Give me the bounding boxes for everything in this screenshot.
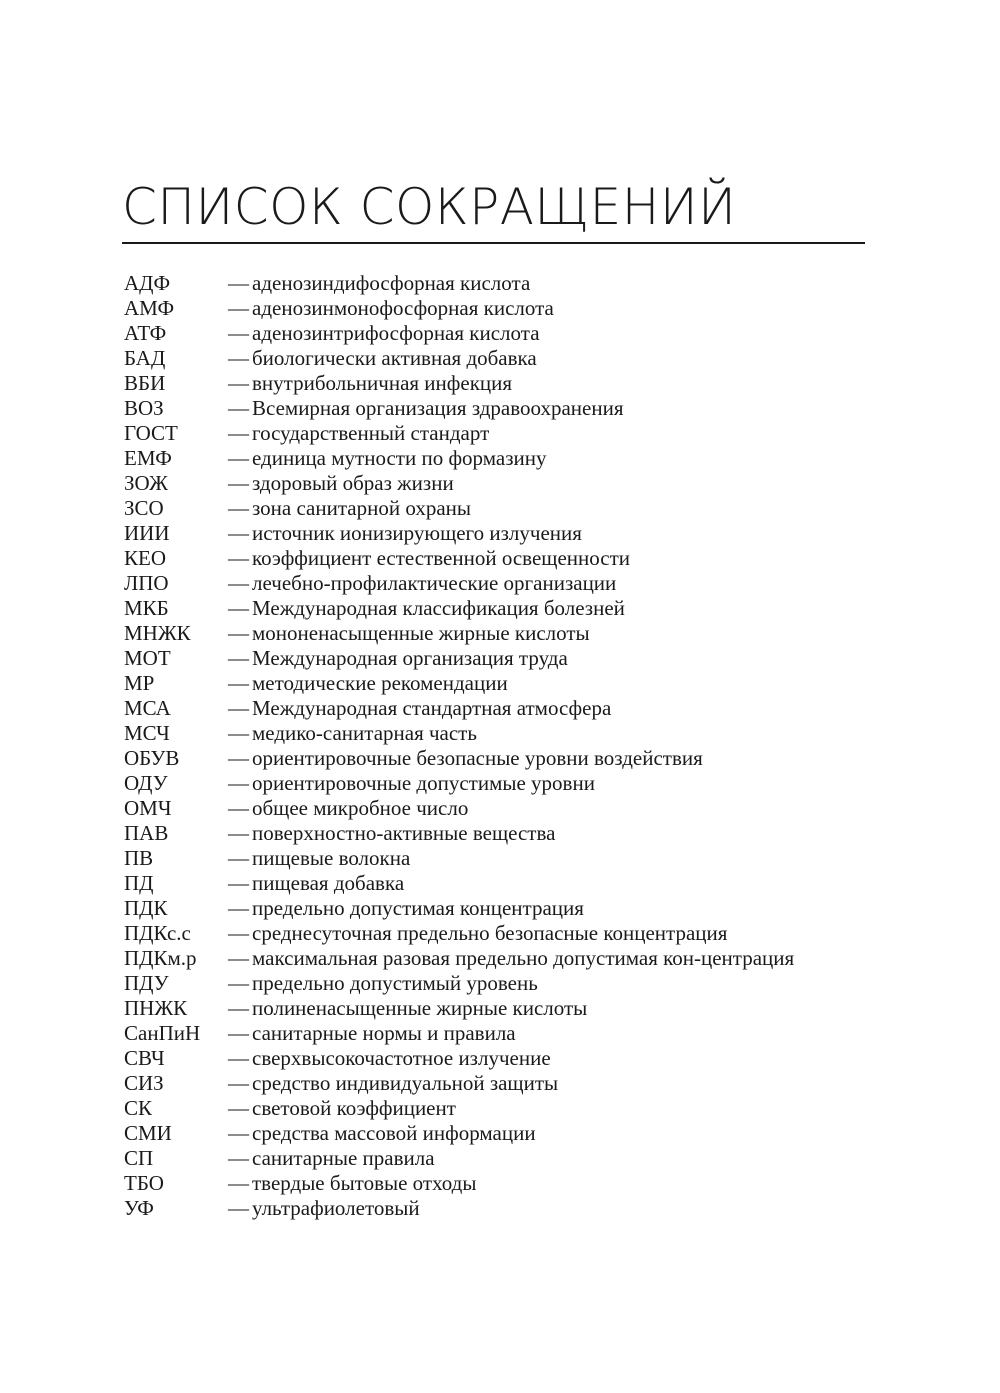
em-dash: — xyxy=(228,921,249,945)
em-dash: — xyxy=(228,421,249,445)
abbreviation-entry xyxy=(124,271,865,296)
abbreviation-definition: предельно допустимый уровень xyxy=(252,971,538,995)
abbreviation-definition: аденозинтрифосфорная кислота xyxy=(252,321,540,345)
abbreviation-entry xyxy=(124,846,865,871)
abbreviation-definition: поверхностно-активные вещества xyxy=(252,821,556,845)
abbreviation-term: МКБ xyxy=(124,596,169,620)
em-dash: — xyxy=(228,296,249,320)
abbreviation-entry xyxy=(124,996,865,1021)
abbreviation-entry xyxy=(124,971,865,996)
em-dash: — xyxy=(228,696,249,720)
abbreviation-definition: методические рекомендации xyxy=(252,671,508,695)
abbreviation-definition: источник ионизирующего излучения xyxy=(252,521,582,545)
em-dash: — xyxy=(228,1046,249,1070)
abbreviation-term: ЗОЖ xyxy=(124,471,168,495)
abbreviation-term: КЕО xyxy=(124,546,166,570)
em-dash: — xyxy=(228,821,249,845)
em-dash: — xyxy=(228,1071,249,1095)
abbreviation-term: ЛПО xyxy=(124,571,169,595)
em-dash: — xyxy=(228,846,249,870)
abbreviation-term: ОМЧ xyxy=(124,796,172,820)
em-dash: — xyxy=(228,971,249,995)
abbreviation-entry xyxy=(124,621,865,646)
abbreviation-entry xyxy=(124,1096,865,1121)
abbreviation-entry xyxy=(124,1171,865,1196)
abbreviation-entry xyxy=(124,746,865,771)
abbreviation-term: СК xyxy=(124,1096,153,1120)
abbreviation-definition: ультрафиолетовый xyxy=(252,1196,420,1220)
abbreviation-definition: Международная стандартная атмосфера xyxy=(252,696,612,720)
abbreviation-entry xyxy=(124,521,865,546)
abbreviation-entry xyxy=(124,321,865,346)
abbreviation-term: УФ xyxy=(124,1196,154,1220)
abbreviation-definition: зона санитарной охраны xyxy=(252,496,471,520)
abbreviation-definition: общее микробное число xyxy=(252,796,469,820)
abbreviation-term: АМФ xyxy=(124,296,175,320)
abbreviation-term: СанПиН xyxy=(124,1021,201,1045)
abbreviation-term: СВЧ xyxy=(124,1046,165,1070)
em-dash: — xyxy=(228,271,249,295)
abbreviation-entry xyxy=(124,1146,865,1171)
title-rule xyxy=(122,242,865,244)
abbreviation-definition: биологически активная добавка xyxy=(252,346,537,370)
abbreviation-term: МСЧ xyxy=(124,721,170,745)
em-dash: — xyxy=(228,871,249,895)
abbreviation-entry xyxy=(124,1071,865,1096)
abbreviation-entry xyxy=(124,421,865,446)
abbreviation-entry xyxy=(124,1196,865,1221)
abbreviation-entry xyxy=(124,1021,865,1046)
abbreviation-entry xyxy=(124,871,865,896)
em-dash: — xyxy=(228,571,249,595)
em-dash: — xyxy=(228,521,249,545)
em-dash: — xyxy=(228,1021,249,1045)
em-dash: — xyxy=(228,796,249,820)
em-dash: — xyxy=(228,646,249,670)
abbreviation-entry xyxy=(124,896,865,921)
abbreviation-definition: здоровый образ жизни xyxy=(252,471,454,495)
em-dash: — xyxy=(228,1196,249,1220)
em-dash: — xyxy=(228,496,249,520)
abbreviation-entry xyxy=(124,721,865,746)
abbreviation-definition: предельно допустимая концентрация xyxy=(252,896,584,920)
abbreviation-term: АДФ xyxy=(124,271,171,295)
abbreviation-entry xyxy=(124,1121,865,1146)
abbreviation-definition: среднесуточная предельно безопасные концентрация xyxy=(252,921,728,945)
abbreviation-term: ПДКс.с xyxy=(124,921,191,945)
abbreviation-term: МСА xyxy=(124,696,171,720)
abbreviation-term: ВОЗ xyxy=(124,396,164,420)
abbreviation-definition: максимальная разовая предельно допустимая кон-центрация xyxy=(252,946,795,970)
abbreviation-definition: лечебно-профилактические организации xyxy=(252,571,617,595)
abbreviation-term: ТБО xyxy=(124,1171,164,1195)
page-title: СПИСОК СОКРАЩЕНИЙ xyxy=(122,178,737,236)
abbreviation-term: ПД xyxy=(124,871,154,895)
abbreviation-definition: сверхвысокочастотное излучение xyxy=(252,1046,551,1070)
abbreviation-entry xyxy=(124,671,865,696)
em-dash: — xyxy=(228,1121,249,1145)
abbreviation-definition: внутрибольничная инфекция xyxy=(252,371,513,395)
em-dash: — xyxy=(228,996,249,1020)
em-dash: — xyxy=(228,446,249,470)
abbreviation-entry xyxy=(124,796,865,821)
abbreviation-definition: коэффициент естественной освещенности xyxy=(252,546,631,570)
abbreviation-definition: ориентировочные безопасные уровни воздействия xyxy=(252,746,703,770)
em-dash: — xyxy=(228,671,249,695)
em-dash: — xyxy=(228,621,249,645)
abbreviation-term: ГОСТ xyxy=(124,421,178,445)
abbreviation-definition: средства массовой информации xyxy=(252,1121,536,1145)
abbreviation-entry xyxy=(124,921,865,946)
abbreviation-definition: Всемирная организация здравоохранения xyxy=(252,396,624,420)
abbreviation-definition: световой коэффициент xyxy=(252,1096,456,1120)
em-dash: — xyxy=(228,1096,249,1120)
abbreviation-term: МНЖК xyxy=(124,621,191,645)
abbreviation-definition: аденозинмонофосфорная кислота xyxy=(252,296,554,320)
abbreviation-entry xyxy=(124,346,865,371)
abbreviation-entry xyxy=(124,946,865,971)
em-dash: — xyxy=(228,596,249,620)
abbreviation-entry xyxy=(124,546,865,571)
abbreviation-term: ОБУВ xyxy=(124,746,180,770)
em-dash: — xyxy=(228,371,249,395)
abbreviation-term: СМИ xyxy=(124,1121,172,1145)
em-dash: — xyxy=(228,746,249,770)
abbreviation-definition: пищевая добавка xyxy=(252,871,405,895)
em-dash: — xyxy=(228,346,249,370)
em-dash: — xyxy=(228,546,249,570)
abbreviation-term: ПВ xyxy=(124,846,154,870)
abbreviation-term: АТФ xyxy=(124,321,167,345)
abbreviation-entry xyxy=(124,571,865,596)
abbreviation-entry xyxy=(124,771,865,796)
abbreviation-definition: единица мутности по формазину xyxy=(252,446,547,470)
abbreviation-term: ПНЖК xyxy=(124,996,188,1020)
abbreviation-entry xyxy=(124,446,865,471)
abbreviation-term: ВБИ xyxy=(124,371,166,395)
abbreviation-list xyxy=(124,271,865,1221)
abbreviation-definition: санитарные нормы и правила xyxy=(252,1021,516,1045)
abbreviation-definition: Международная организация труда xyxy=(252,646,568,670)
abbreviation-entry xyxy=(124,496,865,521)
abbreviation-entry xyxy=(124,371,865,396)
em-dash: — xyxy=(228,896,249,920)
abbreviation-term: ПДКм.р xyxy=(124,946,197,970)
abbreviation-entry xyxy=(124,296,865,321)
abbreviation-term: СИЗ xyxy=(124,1071,164,1095)
abbreviation-definition: средство индивидуальной защиты xyxy=(252,1071,559,1095)
abbreviation-definition: санитарные правила xyxy=(252,1146,435,1170)
abbreviation-term: МОТ xyxy=(124,646,171,670)
abbreviation-term: ЕМФ xyxy=(124,446,172,470)
abbreviation-entry xyxy=(124,396,865,421)
em-dash: — xyxy=(228,321,249,345)
em-dash: — xyxy=(228,396,249,420)
abbreviation-entry xyxy=(124,696,865,721)
abbreviation-term: ПАВ xyxy=(124,821,169,845)
abbreviation-definition: государственный стандарт xyxy=(252,421,490,445)
abbreviation-definition: мононенасыщенные жирные кислоты xyxy=(252,621,590,645)
em-dash: — xyxy=(228,1146,249,1170)
abbreviation-term: ПДК xyxy=(124,896,168,920)
abbreviation-entry xyxy=(124,596,865,621)
abbreviation-term: ИИИ xyxy=(124,521,170,545)
abbreviation-entry xyxy=(124,646,865,671)
abbreviation-entry xyxy=(124,471,865,496)
em-dash: — xyxy=(228,946,249,970)
em-dash: — xyxy=(228,1171,249,1195)
abbreviation-definition: аденозиндифосфорная кислота xyxy=(252,271,531,295)
abbreviation-term: ОДУ xyxy=(124,771,168,795)
abbreviation-term: МР xyxy=(124,671,155,695)
abbreviation-definition: пищевые волокна xyxy=(252,846,411,870)
em-dash: — xyxy=(228,771,249,795)
em-dash: — xyxy=(228,471,249,495)
abbreviation-term: ПДУ xyxy=(124,971,169,995)
abbreviation-term: ЗСО xyxy=(124,496,164,520)
abbreviation-entry xyxy=(124,821,865,846)
abbreviation-definition: ориентировочные допустимые уровни xyxy=(252,771,595,795)
abbreviation-entry xyxy=(124,1046,865,1071)
abbreviation-definition: медико-санитарная часть xyxy=(252,721,477,745)
em-dash: — xyxy=(228,721,249,745)
abbreviation-term: БАД xyxy=(124,346,166,370)
abbreviation-definition: полиненасыщенные жирные кислоты xyxy=(252,996,588,1020)
abbreviation-definition: Международная классификация болезней xyxy=(252,596,625,620)
abbreviation-definition: твердые бытовые отходы xyxy=(252,1171,477,1195)
abbreviation-term: СП xyxy=(124,1146,154,1170)
